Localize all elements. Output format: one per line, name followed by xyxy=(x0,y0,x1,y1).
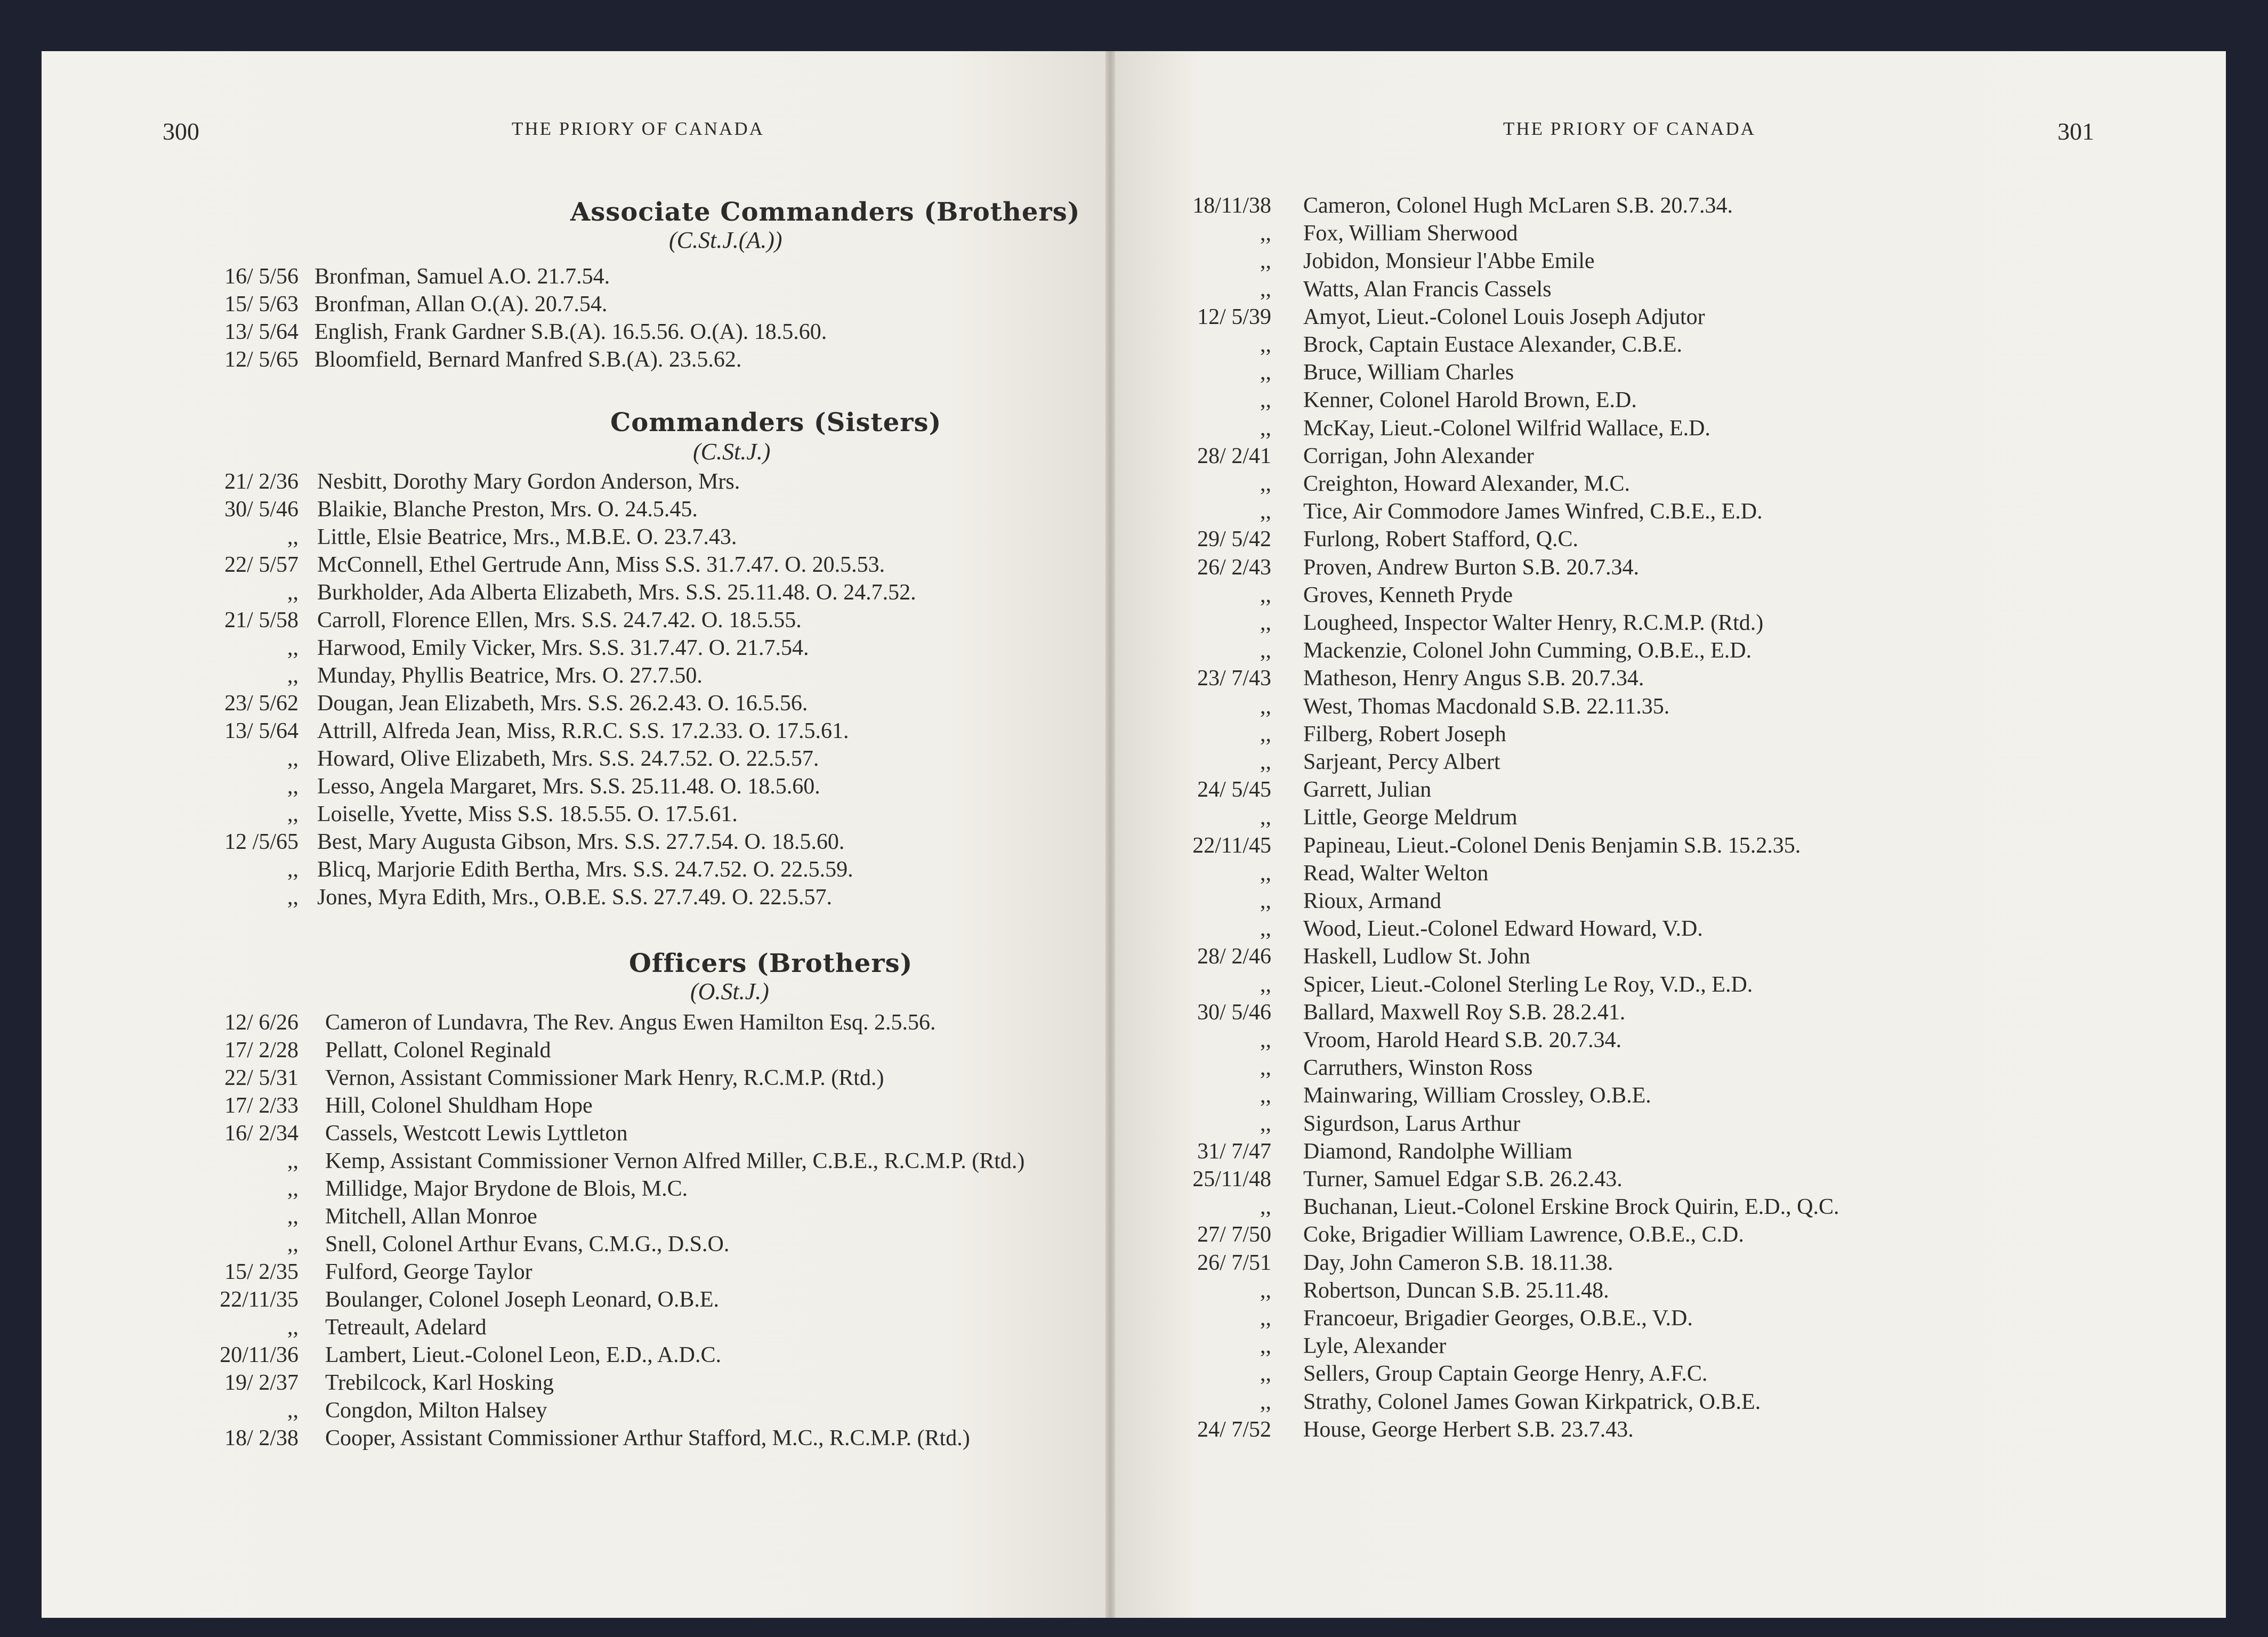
entry-text: Bronfman, Allan O.(A). 20.7.54. xyxy=(314,292,608,317)
entry-date: ,, xyxy=(1260,388,1271,413)
entry-text: Sellers, Group Captain George Henry, A.F.C. xyxy=(1303,1362,1708,1387)
entry-date: 30/ 5/46 xyxy=(1197,1000,1271,1025)
entry-date: 23/ 5/62 xyxy=(224,691,298,716)
entry-date: 31/ 7/47 xyxy=(1197,1139,1271,1164)
entry-text: Robertson, Duncan S.B. 25.11.48. xyxy=(1303,1278,1609,1303)
entry-text: Trebilcock, Karl Hosking xyxy=(325,1371,554,1395)
entry-date: 26/ 2/43 xyxy=(1197,555,1271,580)
entry-date: 20/11/36 xyxy=(220,1343,298,1367)
entry-date: ,, xyxy=(1260,1028,1271,1052)
entry-text: Amyot, Lieut.-Colonel Louis Joseph Adjutor xyxy=(1303,304,1705,329)
entry-text: Tice, Air Commodore James Winfred, C.B.E., E.D. xyxy=(1303,499,1763,524)
entry-text: Harwood, Emily Vicker, Mrs. S.S. 31.7.47. O. 21.7.54. xyxy=(317,636,809,660)
section-subtitle-officers-brothers: (O.St.J.) xyxy=(690,978,769,1004)
entry-text: Brock, Captain Eustace Alexander, C.B.E. xyxy=(1303,333,1682,357)
entry-text: Munday, Phyllis Beatrice, Mrs. O. 27.7.50. xyxy=(317,663,703,688)
entry-text: Corrigan, John Alexander xyxy=(1303,443,1534,468)
entry-date: 29/ 5/42 xyxy=(1197,527,1271,552)
entry-date: ,, xyxy=(1260,638,1271,663)
section-title-commanders-sisters: Commanders (Sisters) xyxy=(610,408,942,437)
entry-date: 21/ 2/36 xyxy=(224,469,298,494)
entry-date: 30/ 5/46 xyxy=(224,497,298,522)
entry-text: Matheson, Henry Angus S.B. 20.7.34. xyxy=(1303,666,1644,691)
entry-date: ,, xyxy=(1260,333,1271,357)
entry-date: ,, xyxy=(287,1315,298,1340)
entry-text: Cooper, Assistant Commissioner Arthur Stafford, M.C., R.C.M.P. (Rtd.) xyxy=(325,1426,970,1450)
entry-date: 18/ 2/38 xyxy=(224,1426,298,1450)
entry-date: 22/ 5/31 xyxy=(224,1066,298,1090)
entry-date: ,, xyxy=(1260,805,1271,830)
entry-text: Ballard, Maxwell Roy S.B. 28.2.41. xyxy=(1303,1000,1626,1025)
entry-date: 25/11/48 xyxy=(1192,1167,1271,1192)
entry-date: 16/ 2/34 xyxy=(224,1121,298,1146)
section-subtitle-commanders-sisters: (C.St.J.) xyxy=(693,439,771,465)
entry-text: Sigurdson, Larus Arthur xyxy=(1303,1111,1521,1136)
entry-date: 16/ 5/56 xyxy=(224,264,298,289)
entry-date: ,, xyxy=(1260,889,1271,913)
section-title-officers-brothers: Officers (Brothers) xyxy=(629,949,913,978)
entry-text: Bruce, William Charles xyxy=(1303,360,1514,385)
entry-date: 22/ 5/57 xyxy=(224,553,298,577)
entry-date: 12/ 5/39 xyxy=(1197,304,1271,329)
entry-text: Wood, Lieut.-Colonel Edward Howard, V.D. xyxy=(1303,917,1703,942)
entry-text: Spicer, Lieut.-Colonel Sterling Le Roy, V.D., E.D. xyxy=(1303,972,1753,997)
entry-text: Hill, Colonel Shuldham Hope xyxy=(325,1093,593,1118)
entry-text: McConnell, Ethel Gertrude Ann, Miss S.S. 31.7.47. O. 20.5.53. xyxy=(317,553,885,577)
entry-text: Vroom, Harold Heard S.B. 20.7.34. xyxy=(1303,1028,1622,1052)
entry-text: Mitchell, Allan Monroe xyxy=(325,1204,537,1229)
entry-text: Tetreault, Adelard xyxy=(325,1315,487,1340)
entry-date: ,, xyxy=(1260,722,1271,747)
entry-date: ,, xyxy=(1260,277,1271,302)
entry-date: ,, xyxy=(1260,1083,1271,1108)
entry-text: Day, John Cameron S.B. 18.11.38. xyxy=(1303,1250,1613,1275)
entry-text: Diamond, Randolphe William xyxy=(1303,1139,1572,1164)
entry-text: Best, Mary Augusta Gibson, Mrs. S.S. 27.7.54. O. 18.5.60. xyxy=(317,830,845,854)
page-number-left: 300 xyxy=(163,118,199,145)
entry-text: Snell, Colonel Arthur Evans, C.M.G., D.S.O. xyxy=(325,1232,730,1257)
entry-date: ,, xyxy=(287,857,298,882)
entry-date: ,, xyxy=(1260,611,1271,635)
entry-date: 19/ 2/37 xyxy=(224,1371,298,1395)
entry-text: Turner, Samuel Edgar S.B. 26.2.43. xyxy=(1303,1167,1623,1192)
entry-text: Sarjeant, Percy Albert xyxy=(1303,750,1500,774)
entry-date: 15/ 2/35 xyxy=(224,1260,298,1284)
entry-date: ,, xyxy=(1260,861,1271,886)
entry-date: 26/ 7/51 xyxy=(1197,1250,1271,1275)
entry-date: ,, xyxy=(1260,1306,1271,1331)
entry-date: 17/ 2/28 xyxy=(224,1038,298,1063)
entry-text: House, George Herbert S.B. 23.7.43. xyxy=(1303,1417,1634,1442)
entry-date: ,, xyxy=(1260,750,1271,774)
entry-date: ,, xyxy=(1260,472,1271,496)
entry-date: ,, xyxy=(1260,1362,1271,1387)
entry-date: 13/ 5/64 xyxy=(224,320,298,344)
entry-date: 22/11/45 xyxy=(1192,833,1271,858)
section-subtitle-associate-commanders: (C.St.J.(A.)) xyxy=(669,227,782,253)
entry-date: ,, xyxy=(1260,694,1271,719)
entry-text: Furlong, Robert Stafford, Q.C. xyxy=(1303,527,1579,552)
entry-date: ,, xyxy=(1260,249,1271,274)
entry-date: ,, xyxy=(287,1204,298,1229)
entry-text: Groves, Kenneth Pryde xyxy=(1303,582,1513,607)
entry-text: English, Frank Gardner S.B.(A). 16.5.56. O.(A). 18.5.60. xyxy=(314,320,827,344)
entry-date: ,, xyxy=(287,1149,298,1173)
entry-text: Jones, Myra Edith, Mrs., O.B.E. S.S. 27.7.49. O. 22.5.57. xyxy=(317,885,833,910)
entry-date: 27/ 7/50 xyxy=(1197,1222,1271,1247)
entry-text: Strathy, Colonel James Gowan Kirkpatrick, O.B.E. xyxy=(1303,1389,1761,1414)
entry-date: ,, xyxy=(1260,1056,1271,1081)
entry-date: ,, xyxy=(1260,416,1271,441)
entry-date: ,, xyxy=(287,580,298,605)
entry-date: ,, xyxy=(287,774,298,799)
entry-text: Fox, William Sherwood xyxy=(1303,221,1518,246)
entry-text: Buchanan, Lieut.-Colonel Erskine Brock Quirin, E.D., Q.C. xyxy=(1303,1195,1839,1220)
entry-text: Mackenzie, Colonel John Cumming, O.B.E., E.D. xyxy=(1303,638,1752,663)
entry-text: Little, George Meldrum xyxy=(1303,805,1518,830)
entry-text: Boulanger, Colonel Joseph Leonard, O.B.E. xyxy=(325,1287,720,1312)
entry-date: ,, xyxy=(287,636,298,660)
entry-text: Bronfman, Samuel A.O. 21.7.54. xyxy=(314,264,610,289)
entry-text: Fulford, George Taylor xyxy=(325,1260,532,1284)
entry-text: Dougan, Jean Elizabeth, Mrs. S.S. 26.2.43. O. 16.5.56. xyxy=(317,691,808,716)
entry-text: Coke, Brigadier William Lawrence, O.B.E., C.D. xyxy=(1303,1222,1744,1247)
entry-text: Blicq, Marjorie Edith Bertha, Mrs. S.S. 24.7.52. O. 22.5.59. xyxy=(317,857,853,882)
entry-date: ,, xyxy=(287,1398,298,1423)
entry-text: Rioux, Armand xyxy=(1303,889,1441,913)
entry-date: 17/ 2/33 xyxy=(224,1093,298,1118)
entry-text: Lougheed, Inspector Walter Henry, R.C.M.P. (Rtd.) xyxy=(1303,611,1764,635)
entry-text: Pellatt, Colonel Reginald xyxy=(325,1038,551,1063)
entry-date: ,, xyxy=(1260,917,1271,942)
entry-text: Cameron of Lundavra, The Rev. Angus Ewen Hamilton Esq. 2.5.56. xyxy=(325,1010,936,1035)
entry-text: Nesbitt, Dorothy Mary Gordon Anderson, Mrs. xyxy=(317,469,740,494)
entry-text: Mainwaring, William Crossley, O.B.E. xyxy=(1303,1083,1651,1108)
entry-date: ,, xyxy=(1260,972,1271,997)
entry-text: Watts, Alan Francis Cassels xyxy=(1303,277,1552,302)
entry-date: ,, xyxy=(1260,1111,1271,1136)
entry-text: McKay, Lieut.-Colonel Wilfrid Wallace, E.D. xyxy=(1303,416,1710,441)
entry-text: Filberg, Robert Joseph xyxy=(1303,722,1506,747)
entry-text: Carruthers, Winston Ross xyxy=(1303,1056,1533,1081)
running-head-left: THE PRIORY OF CANADA xyxy=(512,118,764,139)
entry-date: ,, xyxy=(1260,221,1271,246)
entry-date: 12 /5/65 xyxy=(224,830,298,854)
entry-text: Lesso, Angela Margaret, Mrs. S.S. 25.11.48. O. 18.5.60. xyxy=(317,774,820,799)
entry-text: Francoeur, Brigadier Georges, O.B.E., V.D. xyxy=(1303,1306,1693,1331)
entry-date: ,, xyxy=(287,525,298,549)
entry-text: Blaikie, Blanche Preston, Mrs. O. 24.5.45. xyxy=(317,497,698,522)
book-gutter xyxy=(1105,51,1115,1618)
entry-text: Vernon, Assistant Commissioner Mark Henry, R.C.M.P. (Rtd.) xyxy=(325,1066,884,1090)
entry-text: Kenner, Colonel Harold Brown, E.D. xyxy=(1303,388,1637,413)
entry-date: ,, xyxy=(287,663,298,688)
entry-date: ,, xyxy=(1260,582,1271,607)
entry-date: 12/ 5/65 xyxy=(224,347,298,372)
entry-date: ,, xyxy=(287,1177,298,1201)
entry-text: Lambert, Lieut.-Colonel Leon, E.D., A.D.C. xyxy=(325,1343,722,1367)
entry-text: Cassels, Westcott Lewis Lyttleton xyxy=(325,1121,628,1146)
entry-text: Carroll, Florence Ellen, Mrs. S.S. 24.7.42. O. 18.5.55. xyxy=(317,608,802,633)
entry-text: Read, Walter Welton xyxy=(1303,861,1489,886)
entry-date: 28/ 2/41 xyxy=(1197,443,1271,468)
section-title-associate-commanders: Associate Commanders (Brothers) xyxy=(570,197,1080,227)
entry-date: 18/11/38 xyxy=(1192,193,1271,218)
entry-text: Howard, Olive Elizabeth, Mrs. S.S. 24.7.52. O. 22.5.57. xyxy=(317,747,819,771)
entry-text: Loiselle, Yvette, Miss S.S. 18.5.55. O. 17.5.61. xyxy=(317,802,738,826)
entry-date: ,, xyxy=(287,1232,298,1257)
entry-text: Little, Elsie Beatrice, Mrs., M.B.E. O. 23.7.43. xyxy=(317,525,737,549)
entry-date: 21/ 5/58 xyxy=(224,608,298,633)
entry-text: Congdon, Milton Halsey xyxy=(325,1398,547,1423)
entry-date: ,, xyxy=(287,802,298,826)
entry-date: 13/ 5/64 xyxy=(224,719,298,743)
entry-text: Attrill, Alfreda Jean, Miss, R.R.C. S.S. 17.2.33. O. 17.5.61. xyxy=(317,719,849,743)
entry-date: 12/ 6/26 xyxy=(224,1010,298,1035)
entry-date: 24/ 5/45 xyxy=(1197,777,1271,803)
entry-date: 28/ 2/46 xyxy=(1197,944,1271,969)
entry-date: ,, xyxy=(287,885,298,910)
running-head-right: THE PRIORY OF CANADA xyxy=(1503,118,1756,139)
entry-text: West, Thomas Macdonald S.B. 22.11.35. xyxy=(1303,694,1670,719)
entry-text: Bloomfield, Bernard Manfred S.B.(A). 23.5.62. xyxy=(314,347,742,372)
entry-text: Haskell, Ludlow St. John xyxy=(1303,944,1530,969)
entry-text: Kemp, Assistant Commissioner Vernon Alfred Miller, C.B.E., R.C.M.P. (Rtd.) xyxy=(325,1149,1025,1173)
entry-text: Proven, Andrew Burton S.B. 20.7.34. xyxy=(1303,555,1639,580)
entry-date: 23/ 7/43 xyxy=(1197,666,1271,691)
entry-text: Millidge, Major Brydone de Blois, M.C. xyxy=(325,1177,688,1201)
entry-date: ,, xyxy=(287,747,298,771)
entry-date: 15/ 5/63 xyxy=(224,292,298,317)
entry-date: ,, xyxy=(1260,1278,1271,1303)
entry-date: 24/ 7/52 xyxy=(1197,1417,1271,1442)
entry-date: ,, xyxy=(1260,360,1271,385)
entry-date: 22/11/35 xyxy=(220,1287,298,1312)
entry-text: Jobidon, Monsieur l'Abbe Emile xyxy=(1303,249,1595,274)
entry-text: Lyle, Alexander xyxy=(1303,1334,1447,1359)
entry-text: Burkholder, Ada Alberta Elizabeth, Mrs. S.S. 25.11.48. O. 24.7.52. xyxy=(317,580,916,605)
entry-date: ,, xyxy=(1260,1389,1271,1414)
entry-date: ,, xyxy=(1260,1334,1271,1359)
entry-text: Garrett, Julian xyxy=(1303,777,1432,803)
page-number-right: 301 xyxy=(2057,118,2094,145)
entry-text: Papineau, Lieut.-Colonel Denis Benjamin S.B. 15.2.35. xyxy=(1303,833,1801,858)
entry-date: ,, xyxy=(1260,499,1271,524)
entry-text: Creighton, Howard Alexander, M.C. xyxy=(1303,472,1631,496)
entry-text: Cameron, Colonel Hugh McLaren S.B. 20.7.34. xyxy=(1303,193,1733,218)
entry-date: ,, xyxy=(1260,1195,1271,1220)
